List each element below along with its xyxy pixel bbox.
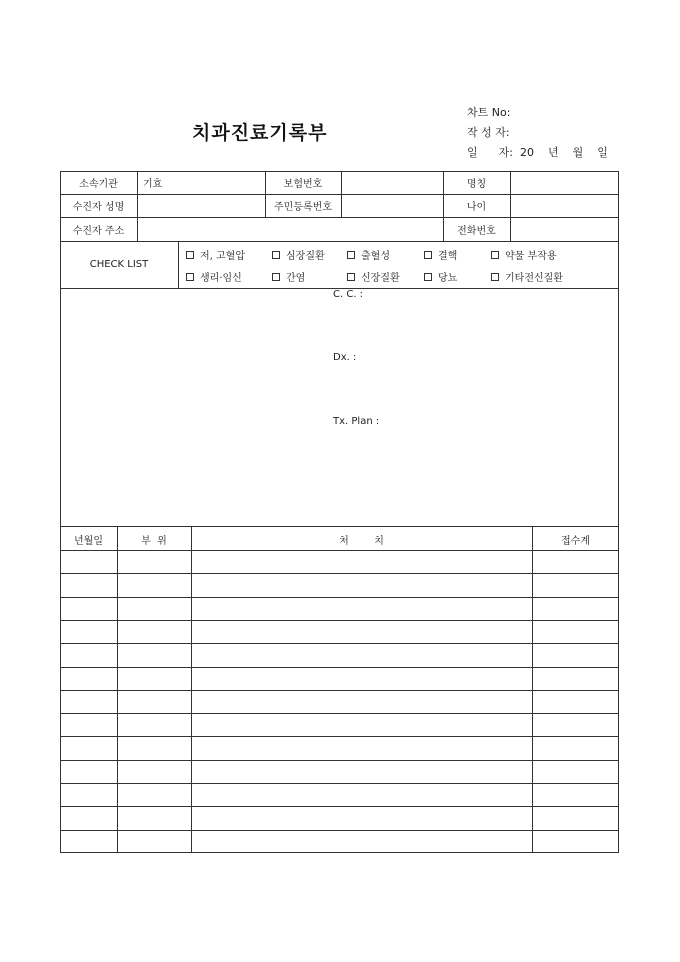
checkbox-kidney-disease[interactable]: 신장질환 xyxy=(347,269,400,284)
checkbox-heart-disease[interactable]: 심장질환 xyxy=(272,247,325,262)
checkbox-icon xyxy=(272,251,280,259)
table-row xyxy=(60,550,619,551)
checkbox-pregnancy[interactable]: 생리·임신 xyxy=(186,269,242,284)
checkbox-icon xyxy=(424,251,432,259)
checkbox-diabetes[interactable]: 당뇨 xyxy=(424,269,457,284)
table-row xyxy=(60,830,619,831)
checkbox-icon xyxy=(186,273,194,281)
checkbox-icon xyxy=(424,273,432,281)
table-row xyxy=(60,597,619,598)
page-title: 치과진료기록부 xyxy=(192,122,328,144)
insurance-label: 보험번호 xyxy=(283,179,323,190)
checkbox-tuberculosis[interactable]: 결핵 xyxy=(424,247,457,262)
date-label: 일 자: xyxy=(467,146,513,159)
checkbox-icon xyxy=(186,251,194,259)
patient-info-frame xyxy=(60,171,619,527)
checkbox-hypertension[interactable]: 저, 고혈압 xyxy=(186,247,245,262)
header-date: 년월일 xyxy=(74,535,103,547)
patient-address-label: 수진자 주소 xyxy=(72,225,125,237)
checkbox-icon xyxy=(347,251,355,259)
checkbox-icon xyxy=(491,273,499,281)
table-row xyxy=(60,713,619,714)
treatment-plan-label: Tx. Plan : xyxy=(333,416,380,427)
table-row xyxy=(60,806,619,807)
table-row xyxy=(60,643,619,644)
table-row xyxy=(60,620,619,621)
header-site: 부 위 xyxy=(141,535,167,547)
checkbox-icon xyxy=(491,251,499,259)
org-value: 기효 xyxy=(143,179,163,190)
org-label: 소속기관 xyxy=(79,179,118,190)
age-label: 나이 xyxy=(466,202,487,213)
checkbox-hepatitis[interactable]: 간염 xyxy=(272,269,305,284)
table-row xyxy=(60,783,619,784)
patient-name-label: 수진자 성명 xyxy=(72,202,125,213)
table-row xyxy=(60,667,619,668)
date-value: 20 년 월 일 xyxy=(520,146,608,159)
diagnosis-label: Dx. : xyxy=(333,352,357,363)
title-label: 명칭 xyxy=(466,179,487,190)
checkbox-icon xyxy=(347,273,355,281)
table-row xyxy=(60,736,619,737)
table-row xyxy=(60,573,619,574)
header-treatment: 처 치 xyxy=(339,535,384,547)
table-row xyxy=(60,760,619,761)
chart-number-label: 차트 No: xyxy=(467,106,511,119)
checkbox-icon xyxy=(272,273,280,281)
rrn-label: 주민등록번호 xyxy=(274,202,332,213)
chief-complaint-label: C. C. : xyxy=(333,289,364,300)
header-receptionist: 접수계 xyxy=(561,535,590,547)
checkbox-drug-side-effect[interactable]: 약물 부작용 xyxy=(491,247,556,262)
checklist-label: CHECK LIST xyxy=(89,259,149,270)
writer-label: 작 성 자: xyxy=(467,126,510,139)
checkbox-bleeding[interactable]: 출혈성 xyxy=(347,247,390,262)
table-row xyxy=(60,690,619,691)
checkbox-other-systemic[interactable]: 기타전신질환 xyxy=(491,269,563,284)
phone-label: 전화번호 xyxy=(457,225,496,237)
